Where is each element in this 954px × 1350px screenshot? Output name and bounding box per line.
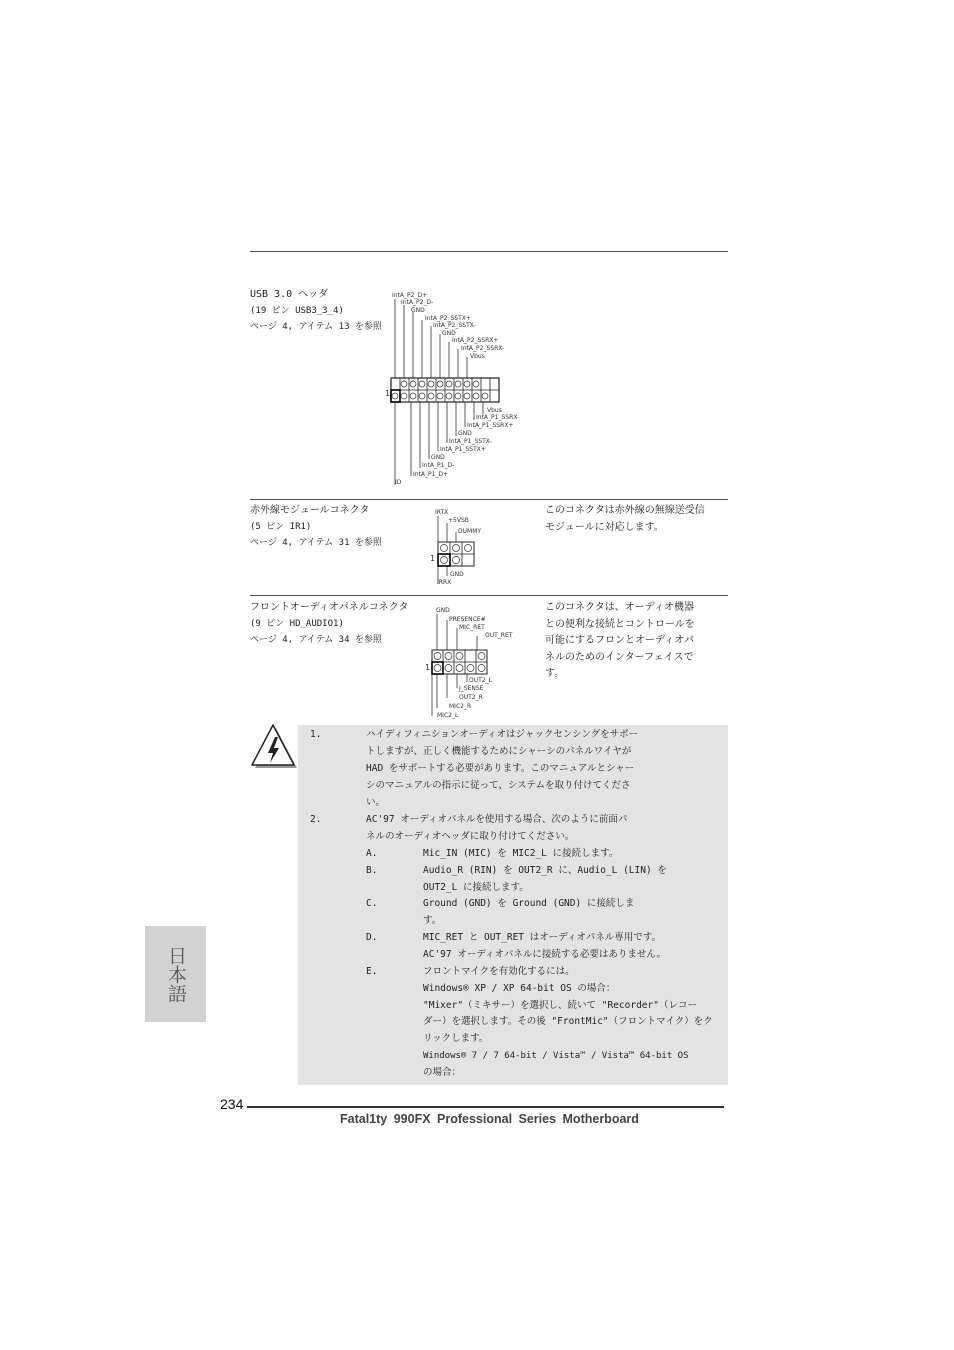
note-1-number: 1. [310, 729, 322, 740]
usb-label-top-9: Vbus [470, 353, 485, 360]
note-1-line-4: シのマニュアルの指示に従って、システムを取り付けてくださ [366, 780, 631, 791]
footer-rule [247, 1106, 724, 1108]
language-side-tab [145, 926, 206, 1022]
ir-ref: ページ 4, アイテム 31 を参照 [250, 538, 382, 548]
subnote-c-line-2: す。 [423, 915, 442, 926]
usb-label-top-8: IntA_P2_SSRX- [461, 345, 505, 352]
usb-label-bottom-3: IntA_P1_SSRX+ [467, 422, 514, 429]
subnote-d-line-2: AC'97 オーディオパネルに接続する必要はありません。 [423, 949, 666, 960]
subnote-e-line-6: Windows® 7 / 7 64-bit / Vista™ / Vista™ 64-bit OS [423, 1051, 689, 1061]
usb-label-bottom-8: IntA_P1_D- [422, 462, 455, 469]
section-ir [250, 503, 420, 551]
ir-header-diagram [430, 508, 540, 594]
usb-title: USB 3.0 ヘッダ [250, 289, 329, 300]
page-number: 234 [220, 1096, 244, 1112]
usb-label-bottom-6: IntA_P1_SSTX+ [440, 446, 486, 453]
subnote-b-letter: B. [366, 865, 378, 876]
subnote-b-line-1: Audio_R (RIN) を OUT2_R に、Audio_L (LIN) を [423, 865, 667, 876]
subnote-e-line-4: ダー）を選択します。その後 "FrontMic"（フロントマイク）をク [423, 1016, 713, 1027]
subnote-e-line-1: フロントマイクを有効化するには。 [423, 966, 575, 977]
ir-label-gnd: GND [450, 571, 464, 578]
audio-label-gnd: GND [436, 607, 450, 614]
usb-header-diagram [385, 290, 545, 490]
usb-label-top-4: IntA_P2_SSTX+ [425, 315, 471, 322]
ir-label-dummy: DUMMY [458, 528, 482, 535]
section-audio [250, 600, 430, 648]
audio-title: フロントオーディオパネルコネクタ [250, 602, 409, 613]
subnote-b-line-2: OUT2_L に接続します。 [423, 882, 529, 893]
usb-label-bottom-7: GND [431, 454, 445, 461]
usb-label-top-7: IntA_P2_SSRX+ [452, 337, 499, 344]
subnote-e-letter: E. [366, 966, 378, 977]
usb-label-bottom-10: ID [395, 479, 402, 486]
audio-pin1-marker: 1 [425, 663, 431, 672]
usb-pins: (19 ピン USB3_3_4) [250, 306, 344, 316]
subnote-e-line-5: リックします。 [423, 1033, 489, 1044]
audio-ref: ページ 4, アイテム 34 を参照 [250, 635, 382, 645]
subnote-d-line-1: MIC_RET と OUT_RET はオーディオパネル専用です。 [423, 932, 662, 943]
audio-label-out2-r: OUT2_R [459, 694, 483, 701]
top-rule [250, 251, 728, 252]
usb-label-top-2: IntA_P2_D- [401, 299, 434, 306]
subnote-c-letter: C. [366, 898, 378, 909]
section-divider-1 [250, 499, 728, 500]
ir-title: 赤外線モジュールコネクタ [250, 505, 370, 516]
ir-description: このコネクタは赤外線の無線送受信 モジュールに対応します。 [545, 505, 705, 533]
audio-description: このコネクタは、オーディオ機器 との便利な接続とコントロールを 可能にするフロンとオーディオパ ネルのためのインターフェイスで す。 [545, 602, 695, 679]
audio-label-mic2-r: MIC2_R [449, 703, 472, 710]
note-2-line-1: AC'97 オーディオパネルを使用する場合、次のように前面パ [366, 814, 628, 825]
usb-label-top-5: IntA_P2_SSTX- [433, 322, 476, 329]
audio-label-out-ret: OUT_RET [485, 632, 513, 639]
note-2-line-2: ネルのオーディオヘッダに取り付けてください。 [366, 831, 575, 842]
subnote-a-line-1: Mic_IN (MIC) を MIC2_L に接続します。 [423, 848, 619, 859]
usb-label-bottom-9: IntA_P1_D+ [413, 471, 449, 478]
ir-label-irtx: IRTX [435, 509, 449, 516]
audio-label-j-sense: J_SENSE [459, 685, 484, 692]
ir-pins: (5 ピン IR1) [250, 522, 312, 532]
ir-label-5vsb: +5VSB [448, 517, 469, 524]
subnote-e-line-2: Windows® XP / XP 64-bit OS の場合： [423, 983, 616, 994]
usb-label-top-1: IntA_P2_D+ [392, 292, 428, 299]
audio-label-presence: PRESENCE# [449, 616, 486, 623]
usb-ref: ページ 4, アイテム 13 を参照 [250, 322, 382, 332]
language-tab-label: 日本語 [165, 946, 187, 1003]
audio-pin-lines [425, 606, 545, 724]
usb-label-bottom-2: IntA_P1_SSRX- [476, 414, 520, 421]
note-2-number: 2. [310, 814, 322, 825]
note-1-line-2: トしますが、正しく機能するためにシャーシのパネルワイヤが [366, 746, 632, 757]
audio-label-mic2-l: MIC2_L [437, 712, 459, 719]
section-divider-2 [250, 595, 728, 596]
usb-label-bottom-1: Vbus [487, 407, 502, 414]
ir-label-irrx: IRRX [437, 579, 452, 586]
audio-label-mic-ret: MIC_RET [459, 624, 485, 631]
note-1-line-1: ハイディフィニションオーディオはジャックセンシングをサポー [366, 729, 639, 740]
audio-pins: (9 ピン HD_AUDIO1) [250, 619, 344, 629]
audio-label-out2-l: OUT2_L [469, 677, 492, 684]
subnote-e-line-7: の場合： [423, 1067, 462, 1078]
audio-header-diagram [425, 606, 545, 724]
ir-pin1-marker: 1 [430, 554, 436, 563]
subnote-a-letter: A. [366, 848, 378, 859]
warning-icon [250, 722, 300, 772]
usb-pin1-marker: 1 [385, 389, 391, 398]
subnote-c-line-1: Ground (GND) を Ground (GND) に接続しま [423, 898, 635, 909]
usb-label-top-3: GND [411, 307, 425, 314]
note-1-line-5: い。 [366, 797, 386, 808]
usb-label-bottom-4: GND [458, 430, 472, 437]
subnote-e-line-3: "Mixer"（ミキサー）を選択し、続いて "Recorder"（レコー [423, 1000, 697, 1011]
section-usb30 [250, 287, 400, 335]
subnote-d-letter: D. [366, 932, 378, 943]
footer-title: Fatal1ty 990FX Professional Series Motherboard [340, 1112, 639, 1126]
usb-label-top-6: GND [442, 330, 456, 337]
note-1-line-3: HAD をサポートする必要があります。このマニュアルとシャー [366, 763, 635, 774]
usb-label-bottom-5: IntA_P1_SSTX- [449, 438, 492, 445]
